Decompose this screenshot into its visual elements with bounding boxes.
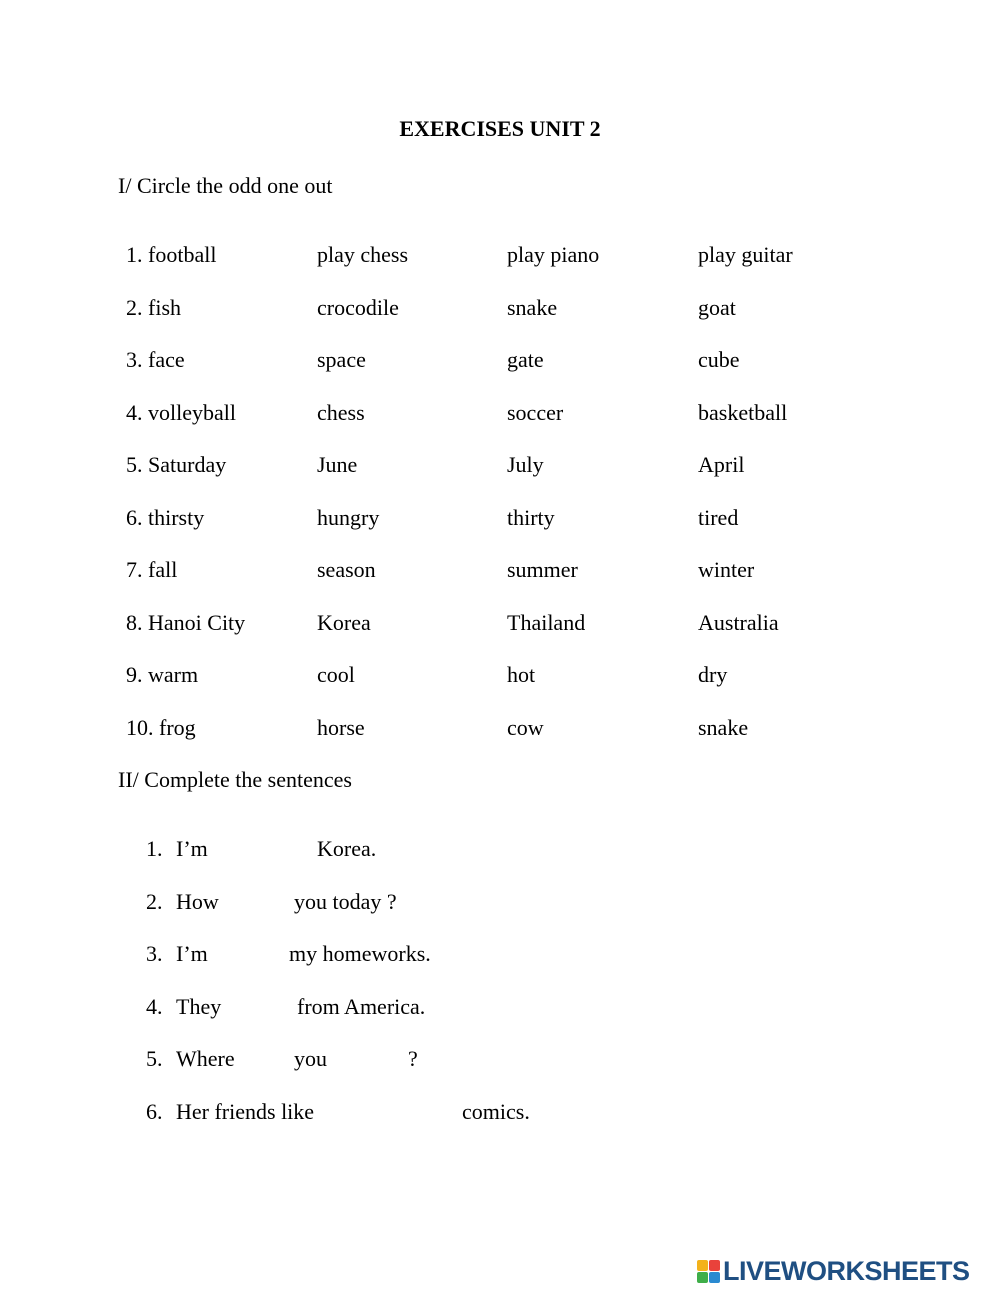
sentence-fragment: Where <box>176 1046 235 1071</box>
sentence-item <box>0 941 1000 971</box>
sentence-item <box>0 889 1000 919</box>
odd-one-out-word: soccer <box>507 400 564 425</box>
odd-one-out-word: 7. fall <box>126 557 178 582</box>
odd-one-out-word: Thailand <box>507 610 586 635</box>
odd-one-out-word: snake <box>698 715 749 740</box>
odd-one-out-row <box>0 715 1000 745</box>
odd-one-out-word: 9. warm <box>126 662 199 687</box>
odd-one-out-word: chess <box>317 400 365 425</box>
odd-one-out-word: play guitar <box>698 242 793 267</box>
sentence-fragment: Korea. <box>317 836 377 861</box>
odd-one-out-row <box>0 662 1000 692</box>
odd-one-out-word: winter <box>698 557 755 582</box>
odd-one-out-word: cow <box>507 715 544 740</box>
odd-one-out-word: basketball <box>698 400 788 425</box>
sentence-fragment: ? <box>408 1046 418 1071</box>
odd-one-out-word: tired <box>698 505 739 530</box>
sentence-fragment: Her friends like <box>176 1099 315 1124</box>
odd-one-out-word: play chess <box>317 242 409 267</box>
sentence-number: 3. <box>146 941 163 966</box>
odd-one-out-row <box>0 347 1000 377</box>
sentence-fragment: you <box>294 1046 327 1071</box>
odd-one-out-word: snake <box>507 295 558 320</box>
odd-one-out-word: 8. Hanoi City <box>126 610 246 635</box>
odd-one-out-word: cool <box>317 662 355 687</box>
odd-one-out-word: 10. frog <box>126 715 196 740</box>
sentence-item <box>0 1046 1000 1076</box>
odd-one-out-row <box>0 295 1000 325</box>
logo-square-1 <box>697 1260 708 1271</box>
odd-one-out-row <box>0 452 1000 482</box>
odd-one-out-word: 3. face <box>126 347 185 372</box>
sentence-number: 6. <box>146 1099 163 1124</box>
section-heading-odd-one-out: I/ Circle the odd one out <box>118 173 333 198</box>
sentence-fragment: comics. <box>462 1099 530 1124</box>
odd-one-out-word: goat <box>698 295 736 320</box>
odd-one-out-word: dry <box>698 662 728 687</box>
odd-one-out-word: Korea <box>317 610 371 635</box>
odd-one-out-word: space <box>317 347 366 372</box>
section-heading-complete-sentences: II/ Complete the sentences <box>118 767 352 792</box>
odd-one-out-word: season <box>317 557 376 582</box>
odd-one-out-word: crocodile <box>317 295 399 320</box>
sentence-item <box>0 836 1000 866</box>
odd-one-out-word: Australia <box>698 610 779 635</box>
odd-one-out-word: gate <box>507 347 544 372</box>
odd-one-out-word: June <box>317 452 358 477</box>
sentence-item <box>0 994 1000 1024</box>
odd-one-out-word: April <box>698 452 745 477</box>
sentence-item <box>0 1099 1000 1129</box>
odd-one-out-word: summer <box>507 557 578 582</box>
odd-one-out-word: 2. fish <box>126 295 181 320</box>
odd-one-out-word: 1. football <box>126 242 217 267</box>
odd-one-out-word: thirty <box>507 505 555 530</box>
sentence-fragment: you today ? <box>294 889 397 914</box>
logo-square-3 <box>697 1272 708 1283</box>
sentence-fragment: from America. <box>297 994 426 1019</box>
sentence-fragment: my homeworks. <box>289 941 431 966</box>
odd-one-out-row <box>0 610 1000 640</box>
sentence-fragment: How <box>176 889 219 914</box>
odd-one-out-word: July <box>507 452 544 477</box>
odd-one-out-word: hungry <box>317 505 380 530</box>
odd-one-out-row <box>0 400 1000 430</box>
sentence-number: 5. <box>146 1046 163 1071</box>
sentence-fragment: I’m <box>176 836 208 861</box>
odd-one-out-word: cube <box>698 347 740 372</box>
liveworksheets-logo-icon <box>697 1260 720 1283</box>
odd-one-out-word: horse <box>317 715 365 740</box>
odd-one-out-word: play piano <box>507 242 600 267</box>
odd-one-out-word: 5. Saturday <box>126 452 227 477</box>
liveworksheets-brand <box>697 1256 970 1286</box>
logo-square-2 <box>709 1260 720 1271</box>
brand-name: LIVEWORKSHEETS <box>723 1255 970 1286</box>
odd-one-out-word: 6. thirsty <box>126 505 205 530</box>
sentence-number: 4. <box>146 994 163 1019</box>
page-title: EXERCISES UNIT 2 <box>399 116 601 141</box>
logo-square-4 <box>709 1272 720 1283</box>
odd-one-out-word: hot <box>507 662 536 687</box>
odd-one-out-row <box>0 505 1000 535</box>
odd-one-out-row <box>0 557 1000 587</box>
odd-one-out-word: 4. volleyball <box>126 400 236 425</box>
odd-one-out-row <box>0 242 1000 272</box>
sentence-fragment: I’m <box>176 941 208 966</box>
sentence-number: 1. <box>146 836 163 861</box>
sentence-number: 2. <box>146 889 163 914</box>
sentence-fragment: They <box>176 994 222 1019</box>
